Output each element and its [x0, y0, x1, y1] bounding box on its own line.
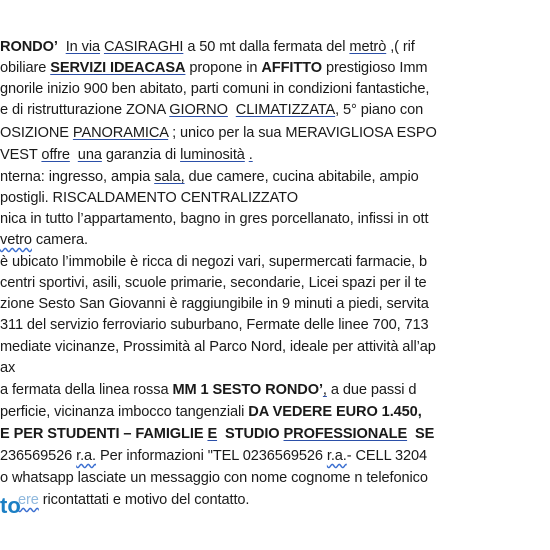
brand-logo	[0, 493, 21, 519]
text-span: è ubicato l’immobile è ricca di negozi vari, supermercati farmacie, b	[0, 254, 428, 270]
text-span: STUDIO	[225, 426, 280, 442]
text-span: metrò	[349, 39, 387, 55]
logo-text: to	[0, 493, 21, 518]
text-line	[0, 469, 428, 487]
text-span: offre	[41, 147, 70, 163]
text-span: ,	[180, 169, 185, 185]
text-span: ,	[322, 382, 327, 398]
text-line	[0, 168, 419, 186]
text-line	[18, 491, 249, 509]
text-line	[0, 253, 427, 271]
text-span: - CELL 3204	[346, 448, 428, 464]
text-span: RONDO’	[0, 39, 58, 55]
text-span: centri sportivi, asili, scuole primarie, secondarie, Licei spazi per il te	[0, 275, 427, 291]
text-span: o whatsapp lasciate un messaggio con nome cognome n telefonico	[0, 470, 428, 486]
text-span: postigli. RISCALDAMENTO CENTRALIZZATO	[0, 190, 298, 206]
text-span: a fermata della linea rossa	[0, 382, 169, 398]
text-span: ricontattati e motivo del contatto.	[42, 492, 250, 508]
text-span: CLIMATIZZATA	[235, 102, 336, 118]
text-line	[0, 316, 429, 334]
text-span: MM 1 SESTO RONDO’	[172, 382, 323, 398]
text-span: Per informazioni "TEL 0236569526	[99, 448, 323, 464]
text-span: vetro	[0, 232, 32, 248]
text-span: sala	[154, 169, 181, 185]
text-span: garanzia di	[105, 147, 177, 163]
text-line	[0, 447, 427, 465]
text-span: GIORNO	[169, 102, 228, 118]
text-span: ; unico per la sua MERAVIGLIOSA ESPO	[172, 125, 437, 141]
text-span: CASIRAGHI	[103, 39, 184, 55]
text-span: r.a.	[76, 448, 97, 464]
text-span: , 5° piano con	[335, 102, 424, 118]
text-line	[0, 425, 434, 443]
text-span: VEST	[0, 147, 38, 163]
text-line	[0, 80, 429, 98]
text-line	[0, 403, 422, 421]
text-span: zione Sesto San Giovanni è raggiungibile in 9 minuti a piedi, servita	[0, 296, 429, 312]
text-span: r.a.	[326, 448, 347, 464]
text-line	[0, 59, 427, 77]
text-span: obiliare	[0, 60, 47, 76]
text-span: nica in tutto l’appartamento, bagno in gres porcellanato, infissi in ott	[0, 211, 429, 227]
text-span: due camere, cucina abitabile, ampio	[188, 169, 419, 185]
text-line	[0, 295, 429, 313]
text-span: e di ristrutturazione ZONA	[0, 102, 166, 118]
text-line	[0, 38, 415, 56]
text-span: prestigioso Imm	[325, 60, 428, 76]
text-span: .	[248, 147, 253, 163]
text-span: SE	[415, 426, 435, 442]
text-span: camera.	[35, 232, 88, 248]
text-span: gnorile inizio 900 ben abitato, parti comuni in condizioni fantastiche,	[0, 81, 430, 97]
text-span: a due passi d	[330, 382, 417, 398]
text-span: OSIZIONE	[0, 125, 69, 141]
text-line	[0, 359, 15, 377]
text-span: SERVIZI IDEACASA	[50, 60, 186, 76]
text-span: DA VEDERE EURO 1.450,	[248, 404, 422, 420]
text-span: ere	[18, 492, 39, 508]
text-span: E	[207, 426, 218, 442]
text-span: E PER STUDENTI – FAMIGLIE	[0, 426, 204, 442]
text-line	[0, 274, 427, 292]
text-line	[0, 210, 428, 228]
text-span: nterna: ingresso, ampia	[0, 169, 151, 185]
text-span: PROFESSIONALE	[283, 426, 408, 442]
text-line	[0, 189, 298, 207]
text-span: mediate vicinanze, Prossimità al Parco Nord, ideale per attività all’ap	[0, 339, 436, 355]
text-span: 236569526	[0, 448, 73, 464]
text-line	[0, 338, 436, 356]
text-span: propone in	[189, 60, 258, 76]
text-span: ax	[0, 360, 16, 376]
text-span: 311 del servizio ferroviario suburbano, Fermate delle linee 700, 713	[0, 317, 429, 333]
text-span: ,( rif	[390, 39, 415, 55]
text-span: luminosità	[180, 147, 245, 163]
text-span: In via	[65, 39, 100, 55]
text-line	[0, 101, 423, 119]
text-span: a 50 mt dalla fermata del	[187, 39, 346, 55]
text-line	[0, 124, 437, 142]
text-span: una	[77, 147, 102, 163]
text-line	[0, 231, 88, 249]
text-span: perficie, vicinanza imbocco tangenziali	[0, 404, 245, 420]
text-span: AFFITTO	[261, 60, 322, 76]
text-line	[0, 381, 416, 399]
text-line	[0, 146, 253, 164]
text-span: PANORAMICA	[72, 125, 169, 141]
